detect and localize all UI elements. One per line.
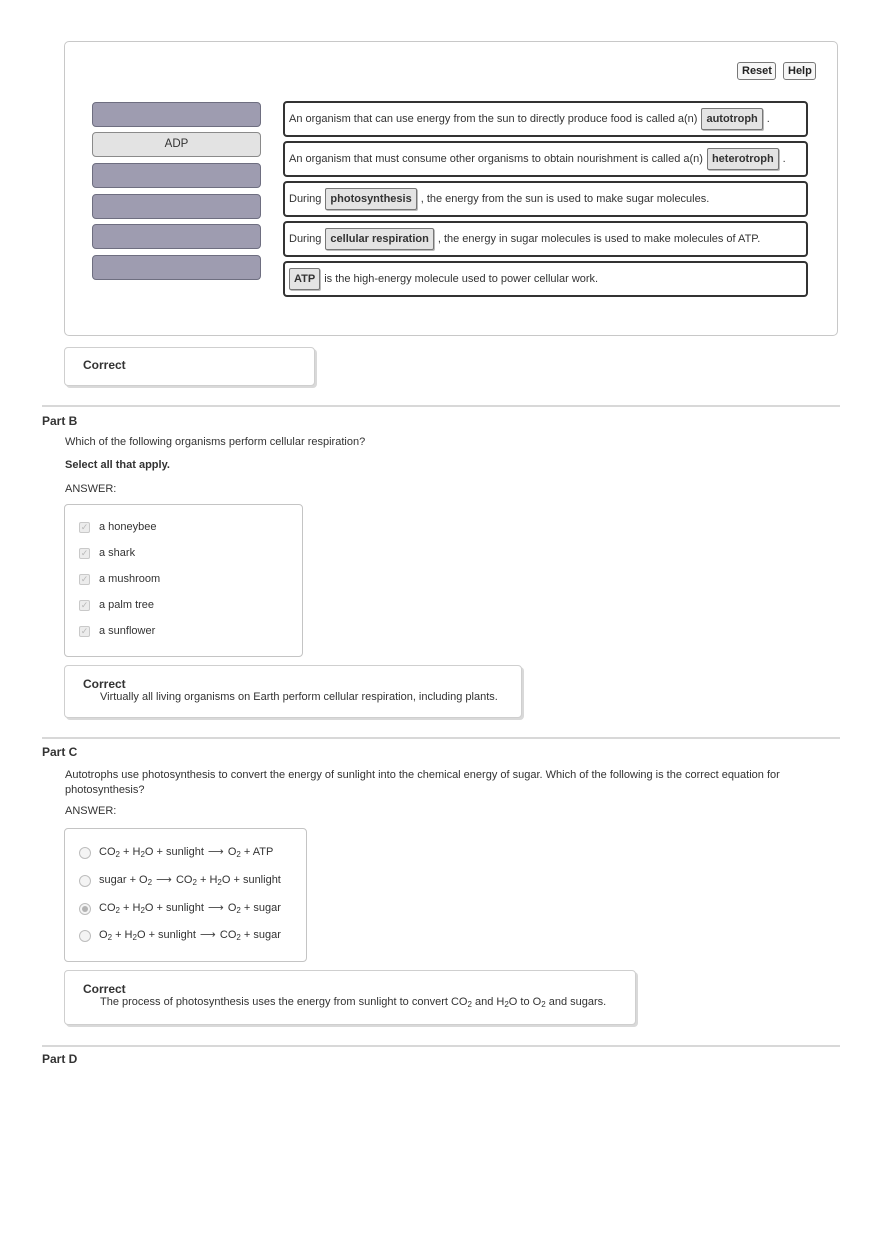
feedback-text-part: and sugars. <box>545 996 607 1008</box>
equation-text: O <box>227 846 237 858</box>
section-divider <box>42 405 840 407</box>
sentence-text: . <box>782 153 786 165</box>
sentence-text: During <box>289 233 322 245</box>
equation-text: + H <box>119 902 141 914</box>
feedback-box <box>64 347 315 386</box>
reset-button[interactable]: Reset <box>737 62 776 80</box>
equation-option <box>99 845 273 859</box>
sentence-text: . <box>766 113 770 125</box>
subscript: 2 <box>192 878 197 887</box>
label-bank-slot[interactable] <box>92 255 261 280</box>
subscript: 2 <box>504 1000 509 1009</box>
subscript: 2 <box>140 906 145 915</box>
label-bank-item-adp[interactable]: ADP <box>92 132 261 157</box>
subscript: 2 <box>132 933 137 942</box>
subscript: 2 <box>541 1000 546 1009</box>
equation-option <box>99 901 281 915</box>
answer-label: ANSWER: <box>65 483 117 495</box>
subscript: 2 <box>115 906 120 915</box>
question-text <box>65 768 825 798</box>
label-bank-slot[interactable] <box>92 224 261 249</box>
option-label: a mushroom <box>99 573 161 585</box>
drop-target-answer[interactable]: autotroph <box>701 108 762 130</box>
equation-text: + sugar <box>240 929 281 941</box>
checkbox[interactable]: ✓ <box>80 548 89 558</box>
part-d-title: Part D <box>42 1052 78 1066</box>
feedback-title: Correct <box>83 358 126 372</box>
part-b-title: Part B <box>42 414 78 428</box>
subscript: 2 <box>140 850 145 859</box>
equation-text: + H <box>112 929 133 941</box>
subscript: 2 <box>147 878 153 887</box>
radio-button-selected[interactable] <box>79 903 91 915</box>
checkbox[interactable]: ✓ <box>80 574 89 584</box>
question-text: Which of the following organisms perform cellular respiration? <box>65 436 366 448</box>
feedback-box <box>64 970 636 1025</box>
radio-button[interactable] <box>79 847 91 859</box>
checkbox[interactable]: ✓ <box>80 626 89 636</box>
feedback-text <box>83 996 635 1009</box>
equation-option <box>99 873 281 887</box>
radio-button[interactable] <box>79 930 91 942</box>
feedback-text-part: The process of photosynthesis uses the energy from sunlight to convert CO <box>100 996 468 1008</box>
equation-text: O + sunlight <box>136 929 196 941</box>
sentence-row <box>283 181 808 217</box>
drop-target-answer[interactable]: cellular respiration <box>325 228 433 250</box>
equation-text: O + sunlight <box>221 874 281 886</box>
label-bank-slot[interactable] <box>92 102 261 127</box>
checkbox[interactable]: ✓ <box>80 600 89 610</box>
sentence-text: is the high-energy molecule used to power cellular work. <box>324 273 599 285</box>
subscript: 2 <box>115 850 120 859</box>
radio-button[interactable] <box>79 875 91 887</box>
reaction-arrow-icon: ⟶ <box>207 902 224 914</box>
feedback-title: Correct <box>83 677 126 691</box>
sentence-text: During <box>289 193 322 205</box>
feedback-text-part: and H <box>471 996 505 1008</box>
label-bank-slot[interactable] <box>92 163 261 188</box>
feedback-title: Correct <box>83 982 126 996</box>
sentence-row <box>283 141 808 177</box>
feedback-box <box>64 665 522 718</box>
drop-target-answer[interactable]: heterotroph <box>707 148 779 170</box>
subscript: 2 <box>107 933 113 942</box>
feedback-text-part: O to O <box>508 996 542 1008</box>
option-label: a honeybee <box>99 521 157 533</box>
equation-text: O + sunlight <box>144 902 204 914</box>
help-button[interactable]: Help <box>783 62 816 80</box>
option-label: a sunflower <box>99 625 156 637</box>
equation-option <box>99 928 281 942</box>
instruction-text: Select all that apply. <box>65 459 170 471</box>
subscript: 2 <box>236 850 241 859</box>
sentence-row <box>283 101 808 137</box>
equation-text: CO <box>219 929 237 941</box>
equation-text: O + sunlight <box>144 846 204 858</box>
drop-target-answer[interactable]: ATP <box>289 268 320 290</box>
option-label: a shark <box>99 547 136 559</box>
equation-text: CO <box>175 874 193 886</box>
reaction-arrow-icon: ⟶ <box>156 874 172 886</box>
option-label: a palm tree <box>99 599 155 611</box>
equation-text: O <box>227 902 237 914</box>
sentence-text: An organism that must consume other organisms to obtain nourishment is called a(n) <box>289 153 703 165</box>
drop-target-answer[interactable]: photosynthesis <box>325 188 416 210</box>
question-line: photosynthesis? <box>65 784 145 796</box>
subscript: 2 <box>467 1000 472 1009</box>
reaction-arrow-icon: ⟶ <box>200 929 216 941</box>
checkbox[interactable]: ✓ <box>80 522 89 532</box>
equation-text: O <box>99 929 108 941</box>
sentence-text: , the energy from the sun is used to make sugar molecules. <box>420 193 710 205</box>
section-divider <box>42 737 840 739</box>
sentence-row <box>283 261 808 297</box>
answer-label: ANSWER: <box>65 805 117 817</box>
section-divider <box>42 1045 840 1047</box>
subscript: 2 <box>217 878 222 887</box>
subscript: 2 <box>236 933 241 942</box>
equation-text: + H <box>119 846 141 858</box>
subscript: 2 <box>236 906 241 915</box>
sentence-text: An organism that can use energy from the sun to directly produce food is called a(n) <box>289 113 698 125</box>
reaction-arrow-icon: ⟶ <box>207 846 224 858</box>
sentence-row <box>283 221 808 257</box>
part-c-title: Part C <box>42 745 78 759</box>
equation-text: + ATP <box>240 846 274 858</box>
equation-text: CO <box>99 846 116 858</box>
equation-text: + H <box>196 874 218 886</box>
equation-text: sugar + O <box>99 874 148 886</box>
feedback-text: Virtually all living organisms on Earth perform cellular respiration, including plants. <box>100 691 498 703</box>
sentence-text: , the energy in sugar molecules is used to make molecules of ATP. <box>437 233 761 245</box>
label-bank-slot[interactable] <box>92 194 261 219</box>
equation-text: + sugar <box>240 902 281 914</box>
question-line: Autotrophs use photosynthesis to convert the energy of sunlight into the chemical energy of sugar. Which of the following is the correct equation for <box>65 769 780 781</box>
equation-text: CO <box>99 902 116 914</box>
